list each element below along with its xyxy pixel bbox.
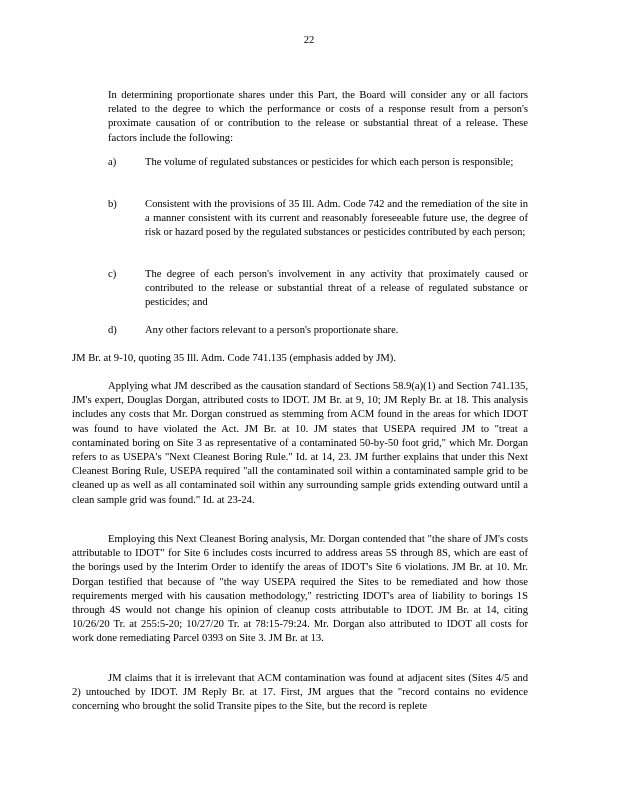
item-label: b) <box>108 199 117 210</box>
item-label: a) <box>108 157 117 168</box>
quoted-rule-intro: In determining proportionate shares under this Part, the Board will consider any or all factors related to the degree to which the performance or costs of a response result from a person's proximate causation of or contribution to the release or substantial threat of a release. These factors include the following: <box>108 90 528 144</box>
item-text: Any other factors relevant to a person's proportionate share. <box>145 325 399 336</box>
paragraph-text: JM claims that it is irrelevant that ACM contamination was found at adjacent sites (Sites 4/5 and 2) untouched by IDOT. JM Reply Br. at 17. First, JM argues that the "record contains no evidence concerning who brought the solid Transite pipes to the Site, but the record is replete <box>72 673 528 713</box>
item-text: Consistent with the provisions of 35 Ill. Adm. Code 742 and the remediation of the site in a manner consistent with its current and reasonably foreseeable future use, the degree of risk or hazard posed by the regulated substances or pesticides contributed by each person; <box>145 199 528 239</box>
item-text: The volume of regulated substances or pesticides for which each person is responsible; <box>145 157 514 168</box>
paragraph-text: Employing this Next Cleanest Boring analysis, Mr. Dorgan contended that "the share of JM's costs attributable to IDOT" for Site 6 includes costs incurred to address areas 5S through 8S, which are east of the borings used by the Interim Order to identify the areas of IDOT's Site 6 violations. JM Br. at 10. Mr. Dorgan testified that because of "the way USEPA required the Sites to be remediated and how those requirements merged with his causation methodology," restricting IDOT's area of liability to borings 1S through 4S would not change his opinion of cleanup costs attributable to IDOT. JM Br. at 14, citing 10/26/20 Tr. at 255:5-20; 10/27/20 Tr. at 78:15-79:24. Mr. Dorgan also attributed to IDOT all costs for work done remediating Parcel 0393 on Site 3. JM Br. at 13. <box>72 534 528 645</box>
item-text: The degree of each person's involvement in any activity that proximately caused or contributed to the release or substantial threat of a release of regulated substance or pesticides; and <box>145 269 528 309</box>
page-number: 22 <box>303 35 315 46</box>
paragraph-text: Applying what JM described as the causation standard of Sections 58.9(a)(1) and Section 741.135, JM's expert, Douglas Dorgan, attributed costs to IDOT. JM Br. at 9, 10; JM Reply Br. at 18. This analysis includes any costs that Mr. Dorgan construed as stemming from ACM found in the areas for which IDOT was found to have violated the Act. JM Br. at 10. JM states that USEPA required JM to "treat a contaminated boring on Site 3 as representative of a contaminated 50-by-50 foot grid," which Mr. Dorgan refers to as USEPA's "Next Cleanest Boring Rule." Id. at 14, 23. JM further explains that under this Next Cleanest Boring Rule, USEPA required "all the contaminated soil within a contaminated sample grid to be cleaned up as well as all contaminated soil within any surrounding sample grids extending outward until a clean sample grid was found." Id. at 23-24. <box>72 381 528 506</box>
body-paragraph <box>72 672 528 715</box>
item-label: c) <box>108 269 117 280</box>
body-paragraph <box>72 533 528 647</box>
body-paragraph <box>72 380 528 508</box>
citation: JM Br. at 9-10, quoting 35 Ill. Adm. Code 741.135 (emphasis added by JM). <box>72 353 396 364</box>
item-label: d) <box>108 325 117 336</box>
